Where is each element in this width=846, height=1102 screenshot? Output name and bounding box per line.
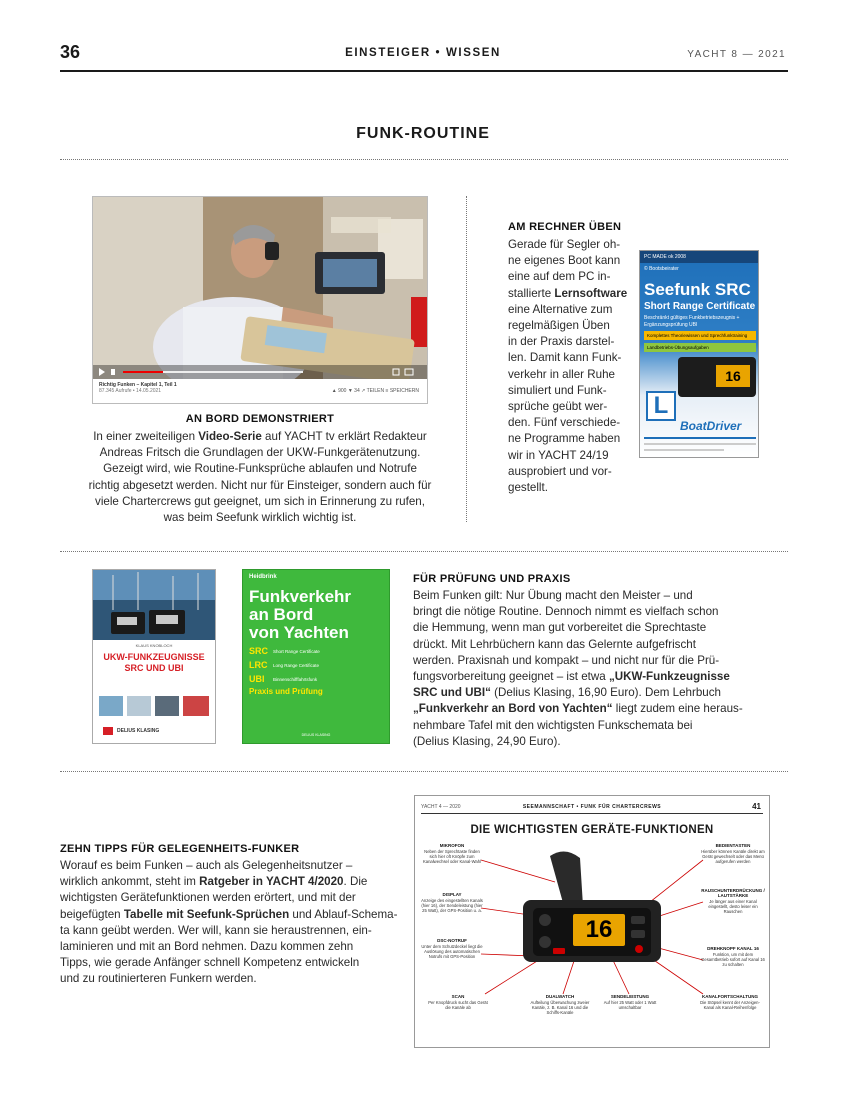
book2-abbr-2: LRC (249, 660, 268, 670)
sw-subtitle: Short Range Certificate (644, 301, 756, 312)
book2-long-2: Long Range Certificate (273, 663, 320, 668)
book1-author: KLAUS KNOBLOCH (135, 643, 173, 648)
software-body (508, 237, 638, 496)
sw-title: Seefunk SRC (644, 280, 751, 299)
book1-title-2: SRC UND UBI (124, 663, 184, 673)
text-run: wir in YACHT 24/19 (508, 448, 609, 462)
sw-rule-2 (644, 443, 756, 445)
emphasis-text: „UKW-Funkzeugnisse (608, 670, 730, 684)
dotted-divider (60, 551, 788, 552)
diagram-label-head: RAUSCHUNTERDRÜCKUNG / LAUTSTÄRKE (701, 888, 765, 898)
diagram-label-text: Aufteilung Überwachung zweier Kanäle, z. B. Kanal 16 und die Schiffs-Kanäle (530, 1000, 590, 1015)
learner-l-icon: L (646, 391, 676, 421)
book1-thumb-2 (127, 696, 151, 716)
emphasis-text: Video-Serie (198, 430, 262, 443)
book2-abbr-3: UBI (249, 674, 265, 684)
text-line (508, 415, 638, 431)
books-subhead: FÜR PRÜFUNG UND PRAXIS (413, 573, 571, 585)
text-line (82, 478, 438, 494)
text-run: Gerade für Segler oh- (508, 238, 621, 251)
diagram-label (701, 843, 765, 864)
book-cover-funkverkehr (242, 569, 390, 744)
book2-title-3: von Yachten (249, 623, 349, 642)
diagram-label-text: Anzeige des eingestellten Kanals (hier 16), der Sendeleistung (hier 25 Watt), der GPS-Position u. a. (421, 898, 483, 913)
emphasis-text: SRC und UBI“ (413, 686, 491, 700)
text-line (413, 653, 785, 669)
book1-thumb-1 (99, 696, 123, 716)
text-run: stallierte (508, 286, 555, 300)
diagram-label-text: Hierüber können Kanäle direkt am Gerät gewechselt oder das Menü aufgerufen werden (701, 849, 765, 864)
video-stats: ▲ 900 ▼ 34 ↗ TEILEN ≡ SPEICHERN (331, 388, 419, 394)
emphasis-text: Lernsoftware (554, 286, 628, 300)
text-line (413, 588, 785, 604)
text-line (508, 367, 638, 383)
diagram-label-head: BEDIENTASTEN (715, 843, 751, 848)
vertical-divider (466, 196, 467, 522)
diagram-label (421, 843, 483, 864)
diagram-label (701, 888, 765, 914)
text-run: werden. Praxisnah und kompakt – und nicht nur für die Prü- (413, 653, 720, 667)
text-run: ausprobiert und vor- (508, 464, 612, 478)
diagram-label-head: DUALWATCH (545, 994, 575, 999)
text-line (413, 701, 785, 717)
diagram-radio-display: 16 (585, 916, 613, 943)
text-run: in der Praxis darstel- (508, 335, 615, 349)
diagram-page: 41 (752, 802, 761, 811)
text-line (413, 620, 785, 636)
text-line (508, 350, 638, 366)
text-run: und zu routinierteren Funkern werden. (60, 972, 257, 986)
text-run: ne eigenes Boot kann (508, 254, 621, 268)
diagram-label-head: KANALFORTSCHALTUNG (702, 994, 758, 999)
text-line (82, 494, 438, 510)
text-line (508, 253, 638, 269)
text-run: beigefügten (60, 907, 124, 921)
text-run: eine auf dem PC in- (508, 270, 611, 284)
book2-author: Heidbrink (249, 574, 277, 580)
video-info-bar (93, 379, 427, 403)
text-run: richtig abgesetzt werden. Nicht nur für Einsteiger, sondern auch für (88, 478, 432, 492)
book1-thumb-3 (155, 696, 179, 716)
text-run: wichtigsten Gerätefunktionen werden erörtert, und mit der (60, 891, 356, 905)
diagram-label (599, 994, 661, 1010)
book-cover-ukw-funkzeugnisse (92, 569, 216, 744)
sw-tag: PC MADE ok 2008 (640, 251, 759, 263)
diagram-label-text: Auf hier 25 Watt oder 1 Watt umschaltbar (603, 1000, 657, 1010)
diagram-title: DIE WICHTIGSTEN GERÄTE-FUNKTIONEN (470, 824, 714, 836)
diagram-label (525, 994, 595, 1015)
text-run: bringt die nötige Routine. Dennoch nimmt es vielfach schon (413, 605, 719, 619)
sw-radio-display: 16 (716, 365, 750, 387)
book2-abbr-1: SRC (249, 646, 269, 656)
text-run: . Die (343, 875, 368, 889)
text-run: Andreas Fritsch die Grundlagen der UKW-Funkgerätenutzung. (99, 446, 421, 460)
video-meta: 87.345 Aufrufe • 14.05.2021 (99, 388, 162, 394)
emphasis-text: „Funkverkehr an Bord von Yachten“ (413, 702, 613, 716)
book2-title-1: Funkverkehr (249, 587, 352, 606)
diagram-label-head: MIKROFON (439, 843, 465, 848)
book1-publisher: DELIUS KLASING (117, 728, 160, 734)
text-line (413, 637, 785, 653)
text-line (60, 890, 405, 906)
header-rule (60, 70, 788, 72)
diagram-label (421, 938, 483, 959)
sw-rule (644, 437, 756, 439)
text-run: verkehr in aller Ruhe (508, 367, 615, 381)
text-line (508, 448, 638, 464)
text-run: ne Programme haben (508, 432, 621, 446)
diagram-issue: YACHT 4 — 2020 (421, 804, 461, 810)
diagram-label-text: Je länger aus einer Kanal eingestellt, desto leiser ein Rauschen (708, 899, 758, 914)
text-run: laminieren und mit an Bord nehmen. Dazu kommen zehn (60, 940, 354, 954)
text-run: regelmäßigen Üben (508, 319, 610, 333)
text-line (413, 734, 785, 750)
diagram-label (695, 994, 765, 1010)
diagram-label-head: DREHKNOPF KANAL 16 (707, 946, 759, 951)
video-scene (93, 197, 427, 379)
book1-photo (93, 570, 215, 640)
text-run: len. Damit kann Funk- (508, 351, 622, 365)
text-run: was beim Seefunk wirklich wichtig ist. (163, 511, 357, 525)
text-run: fungsvorbereitung geeignet – ist etwa (413, 670, 609, 684)
diagram-label-head: SENDELEISTUNG (610, 994, 650, 999)
text-line (60, 939, 405, 955)
video-title: Richtig Funken – Kapitel 1, Teil 1 (99, 382, 177, 388)
text-run: In einer zweiteiligen (93, 430, 199, 443)
diagram-label-text: Per Knopfdruck sucht das Gerät die Kanäle ab (428, 1000, 488, 1010)
sw-desc-1: Beschränkt gültiges Funkbetriebszeugnis + (644, 315, 740, 321)
sw-publisher: © Bootsbeirater (644, 266, 679, 272)
diagram-label-text: Die Stöpsel kennt der Anzeigen-Kanal als Kanal-Reihenfolge (700, 1000, 760, 1010)
text-line (508, 302, 638, 318)
sw-desc-2: Ergänzungsprüfung UBI (644, 322, 698, 328)
text-line (508, 431, 638, 447)
emphasis-text: Tabelle mit Seefunk-Sprüchen (123, 907, 290, 921)
text-run: Gezeigt wird, wie Routine-Funksprüche ablaufen und Notrufe (103, 462, 417, 476)
text-line (60, 907, 405, 923)
book1-title-1: UKW-FUNKZEUGNISSE (103, 652, 205, 662)
text-line (508, 334, 638, 350)
text-run: den. Fünf verschiede- (508, 416, 621, 430)
text-run: Worauf es beim Funken – auch als Gelegenheitsnutzer – (60, 859, 353, 872)
emphasis-text: Ratgeber in YACHT 4/2020 (199, 875, 344, 889)
text-run: (Delius Klasing, 24,90 Euro). (413, 734, 561, 748)
video-screenshot (92, 196, 428, 404)
page-title: FUNK-ROUTINE (356, 125, 490, 142)
text-run: (Delius Klasing, 16,90 Euro). Dem Lehrbuch (490, 686, 721, 700)
video-subhead: AN BORD DEMONSTRIERT (185, 413, 335, 425)
page-number: 36 (60, 42, 81, 62)
text-line (82, 445, 438, 461)
diagram-label (421, 892, 483, 913)
text-line (508, 286, 638, 302)
text-run: eine Alternative zum (508, 302, 613, 316)
text-run: wirklich ankommt, steht im (60, 875, 200, 889)
text-run: simuliert und Funk- (508, 383, 607, 397)
sw-bar-1: Komplettes Theoriewissen und Sprechfunktraining (644, 331, 756, 340)
text-run: sprüche geübt wer- (508, 400, 608, 414)
text-line (60, 955, 405, 971)
text-line (508, 237, 638, 253)
diagram-label-text: Funktion, um mit dem Gesamtbetrieb sofort auf Kanal 16 zu schalten (701, 952, 765, 967)
text-run: drückt. Mit Lehrbüchern kann das Gelernte aufgefrischt (413, 637, 696, 651)
issue-label: YACHT 8 — 2021 (687, 49, 786, 60)
sw-rule-3 (644, 449, 724, 451)
text-line (508, 269, 638, 285)
diagram-label-head: DSC-NOTRUF (437, 938, 467, 943)
text-line (413, 604, 785, 620)
sw-bar-2: Landbetriebs-Übungsaufgaben (644, 343, 756, 352)
dotted-divider (60, 159, 788, 160)
text-line (413, 718, 785, 734)
text-line (413, 669, 785, 685)
tips-body (60, 858, 405, 988)
diagram-label-head: DISPLAY (442, 892, 462, 897)
book2-publisher: DELIUS KLASING (301, 733, 331, 737)
diagram-label-head: SCAN (451, 994, 465, 999)
text-run: die Hemmung, wenn man gut vorbereitet die Sprechtaste (413, 621, 707, 635)
text-line (82, 510, 438, 526)
diagram-label-text: Neben der Sprechtaste finden sich hier oft Knöpfe zum Kanalwechsel oder Kanal-Wahl (422, 849, 482, 864)
text-line (60, 923, 405, 939)
book2-long-3: Binnenschifffahrtsfunk (273, 677, 318, 682)
book2-long-1: Short Range Certificate (273, 649, 320, 654)
books-body (413, 588, 785, 750)
text-line (60, 874, 405, 890)
publisher-logo-icon (103, 727, 113, 735)
text-line (508, 318, 638, 334)
radio-functions-diagram (414, 795, 770, 1048)
diagram-label (425, 994, 491, 1010)
tips-subhead: ZEHN TIPPS FÜR GELEGENHEITS-FUNKER (60, 843, 300, 855)
sw-radio (678, 357, 756, 397)
text-run: und Ablauf-Schema- (289, 907, 398, 921)
text-run: Tipps, wie gerade Anfänger schnell Kompetenz entwickeln (60, 956, 360, 970)
section-heading: EINSTEIGER • WISSEN (345, 47, 501, 59)
text-run: viele Chartercrews gut geeignet, um sich in Erinnerung zu rufen, (95, 494, 425, 508)
text-line (508, 464, 638, 480)
text-run: Beim Funken gilt: Nur Übung macht den Meister – und (413, 589, 693, 602)
text-line (82, 461, 438, 477)
diagram-label (701, 946, 765, 967)
video-frame (93, 197, 427, 379)
text-line (60, 858, 405, 874)
sw-brand: BoatDriver (680, 419, 742, 433)
book2-title-2: an Bord (249, 605, 314, 624)
book1-thumb-4 (183, 696, 209, 716)
text-run: ta kann geübt werden. Wer will, kann sie heraustrennen, ein- (60, 923, 372, 937)
software-box-cover (639, 250, 759, 458)
text-line (508, 399, 638, 415)
text-run: gestellt. (508, 481, 548, 495)
book2-subtitle: Praxis und Prüfung (249, 687, 323, 696)
text-run: liegt zudem eine heraus- (612, 702, 743, 716)
text-line (82, 429, 438, 445)
software-subhead: AM RECHNER ÜBEN (508, 221, 622, 233)
diagram-section: SEEMANNSCHAFT • FUNK FÜR CHARTERCREWS (522, 804, 662, 810)
dotted-divider (60, 771, 788, 772)
text-line (508, 383, 638, 399)
video-body (82, 429, 438, 526)
text-line (60, 971, 405, 987)
text-run: nehmbare Tafel mit den wichtigsten Funkschemata bei (413, 718, 693, 732)
text-run: auf YACHT tv erklärt Redakteur (261, 430, 427, 443)
text-line (508, 480, 638, 496)
diagram-label-text: Unter dem Schutzdeckel liegt die Auslösung des automatischen Notrufs mit GPS-Position (421, 944, 483, 959)
text-line (413, 685, 785, 701)
